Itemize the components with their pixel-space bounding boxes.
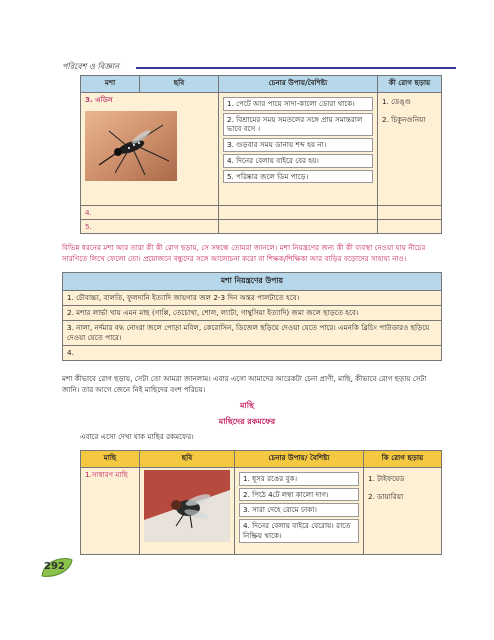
list-item: 3. গুড়বার সময় ডানায় শব্দ হয় না। <box>223 138 373 152</box>
col-header-diseases: কি রোগ ছড়ায় <box>364 451 442 468</box>
diseases-cell <box>364 468 442 555</box>
table-row <box>81 220 442 234</box>
diseases-cell <box>378 93 442 206</box>
mosquito-photo <box>85 111 214 183</box>
mosquito-table <box>80 75 442 234</box>
empty-cell <box>219 206 378 220</box>
col-header-diseases: কী রোগ ছড়ায় <box>378 76 442 93</box>
list-item: 4. দিনের বেলায় বাইরে বের হয়। <box>223 154 373 168</box>
disease-item: 1. টাইফয়েড <box>368 474 405 483</box>
table-row: 4. <box>63 346 442 361</box>
table-row: 2. মশার লার্ভা খায় এমন মাছ (গাপ্পি, তেচোখা, শোল, ল্যাটা, গাম্বুসিয়া ইত্যাদি) জমা জলে ছাড়তে হবে। <box>63 306 442 321</box>
fly-table <box>80 450 442 555</box>
fly-table-header <box>81 451 442 468</box>
name-and-photo-cell <box>81 93 219 206</box>
col-header-picture: ছবি <box>140 76 219 93</box>
table-row <box>81 468 442 555</box>
list-item: 5. পরিষ্কার জলে ডিম পাড়ে। <box>223 170 373 184</box>
body-paragraph: মশা কীভাবে রোগ ছড়ায়, সেটা তো আমরা জানলাম। এবার এসো আমাদের আরেকটা চেনা প্রাণী, মাছি, কীভাবে রোগ ছড়ায় সেটা জানি। তার আগে জেনে নিই মাছিদের বংশ পরিচয়। <box>62 374 427 395</box>
empty-cell <box>378 220 442 234</box>
page-number: 292 <box>44 561 65 572</box>
features-cell <box>235 468 364 555</box>
control-table-header: মশা নিয়ন্ত্রণের উপায় <box>63 273 442 291</box>
col-header-features: চেনার উপায়/ বৈশিষ্ট্য <box>235 451 364 468</box>
features-list <box>223 97 373 183</box>
col-header-features: চেনার উপায়/বৈশিষ্ট্য <box>219 76 378 93</box>
header-rule <box>136 67 456 69</box>
empty-cell <box>219 220 378 234</box>
col-header-fly: মাছি <box>81 451 140 468</box>
list-item: 2. পিঠে 4টে লম্বা কালো দাগ। <box>239 488 359 502</box>
section-title: মাছি <box>240 401 254 410</box>
disease-item: 1. ডেঙ্গু <box>382 97 411 106</box>
intro-text: এবারে এসো দেখা যাক মাছির রকমফের। <box>80 432 194 441</box>
empty-cell <box>378 206 442 220</box>
row-number: 5. <box>81 220 219 234</box>
list-item: 4. দিনের বেলায় বাইরে বেরোয়। রাতে নিষ্ক্রিয় থাকে। <box>239 519 359 542</box>
species-name: 3. এডিস <box>85 95 113 104</box>
list-item: 1. পেটে আর পায়ে সাদা-কালো ডোরা থাকে। <box>223 97 373 111</box>
features-cell <box>219 93 378 206</box>
subsection-title: মাছিদের রকমফের <box>218 417 276 426</box>
disease-item: 2. ডায়ারিয়া <box>368 492 404 501</box>
mosquito-table-header <box>81 76 442 93</box>
running-header: পরিবেশ ও বিজ্ঞান <box>62 62 119 71</box>
list-item: 2. বিশ্রামের সময় সমতলের সঙ্গে প্রায় সমান্তরাল ভাবে বসে । <box>223 113 373 136</box>
col-header-picture: ছবি <box>140 451 235 468</box>
fly-photo-cell <box>140 468 235 555</box>
table-row <box>81 206 442 220</box>
row-number: 4. <box>81 206 219 220</box>
table-row: 3. নালা, নর্দমার বদ্ধ নোংরা জলে পোড়া মবিল, কেরোসিন, ডিজেল ছড়িয়ে দেওয়া যেতে পারে। এমনকি ব্লিচিং পাউডারও ছড়িয়ে দেওয়া যেতে পারে। <box>63 321 442 346</box>
instruction-text: বিভিন্ন ধরনের মশা আর তারা কী কী রোগ ছড়ায়, সে সম্বন্ধে তোমরা জানলে। মশা নিয়ন্ত্রণের জন্য কী কী ব্যবস্থা নেওয়া যায় নীচের সারণিতে লিখে ফেলো তো। প্রয়োজনে বন্ধুদের সঙ্গে আলোচনা করো বা শিক্ষক/শিক্ষিকা আর বাড়ির বড়োদের সাহায্য নাও। <box>62 243 426 264</box>
fly-photo <box>144 470 230 542</box>
table-row: 1. চৌবাচ্চা, বালতি, ফুলদানি ইত্যাদি জায়গার জল 2-3 দিন অন্তর পালটাতে হবে। <box>63 291 442 306</box>
control-table <box>62 272 442 361</box>
fly-name: 1.সাধারণ মাছি <box>81 468 140 555</box>
col-header-mosquito: মশা <box>81 76 140 93</box>
list-item: 1. ধূসর রঙের বুক। <box>239 472 359 486</box>
disease-item: 2. চিকুনগুনিয়া <box>382 115 426 124</box>
list-item: 3. সারা দেহে রোমে ঢাকা। <box>239 503 359 517</box>
features-list <box>239 472 359 543</box>
table-row <box>81 93 442 206</box>
